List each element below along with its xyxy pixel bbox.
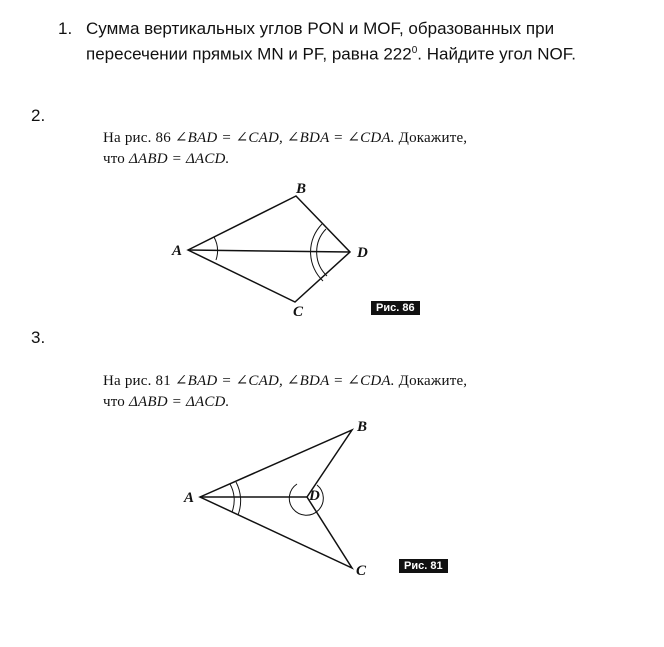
problem-1-text-end: . Найдите угол NOF. bbox=[417, 44, 576, 64]
figure-81-point-c: C bbox=[356, 563, 367, 579]
problem-3-number: 3. bbox=[31, 328, 46, 347]
figure-81-point-b: B bbox=[357, 419, 368, 435]
figure-81-point-d: D bbox=[309, 488, 320, 504]
problem-2-given: ∠BAD = ∠CAD, ∠BDA = ∠CDA. bbox=[174, 130, 395, 146]
figure-81-quadrilateral bbox=[200, 430, 352, 568]
figure-81-label: Рис. 81 bbox=[399, 559, 448, 573]
figure-86-point-a: A bbox=[172, 243, 183, 259]
figure-81-angle-a-arc-outer bbox=[236, 482, 241, 515]
problem-2-that: что bbox=[103, 151, 126, 167]
figure-86-angle-d-arc-inner bbox=[317, 229, 327, 276]
figure-86-point-c: C bbox=[293, 304, 304, 320]
problem-2-prove-word: Докажите, bbox=[398, 130, 468, 146]
problem-2-number: 2. bbox=[31, 106, 46, 125]
problem-2-goal: ΔABD = ΔACD. bbox=[128, 151, 230, 167]
figure-86-point-d: D bbox=[357, 245, 368, 261]
problem-2-ref: На рис. 86 bbox=[103, 130, 171, 146]
problem-3-goal: ΔABD = ΔACD. bbox=[128, 394, 230, 410]
figure-86-quadrilateral bbox=[188, 196, 350, 302]
figure-86-point-b: B bbox=[296, 181, 307, 197]
figure-86-diagonal-ad bbox=[188, 250, 350, 252]
problem-3-given: ∠BAD = ∠CAD, ∠BDA = ∠CDA. bbox=[174, 373, 395, 389]
figure-86-angle-a-arc bbox=[214, 237, 217, 260]
figure-81-angle-a-arc-inner bbox=[230, 484, 234, 512]
problem-1-text-main: Сумма вертикальных углов PON и MOF, образованных при пересечении прямых MN и PF, равна 222 bbox=[86, 19, 555, 64]
degree-superscript: 0 bbox=[411, 45, 418, 56]
problem-1-number: 1. bbox=[58, 19, 73, 38]
figure-86-label: Рис. 86 bbox=[371, 301, 420, 315]
figure-81 bbox=[200, 430, 352, 568]
problem-3-prove-word: Докажите, bbox=[398, 373, 468, 389]
figure-86 bbox=[188, 196, 350, 302]
figure-81-point-a: A bbox=[184, 490, 195, 506]
problem-3-ref: На рис. 81 bbox=[103, 373, 171, 389]
problem-3-that: что bbox=[103, 394, 126, 410]
